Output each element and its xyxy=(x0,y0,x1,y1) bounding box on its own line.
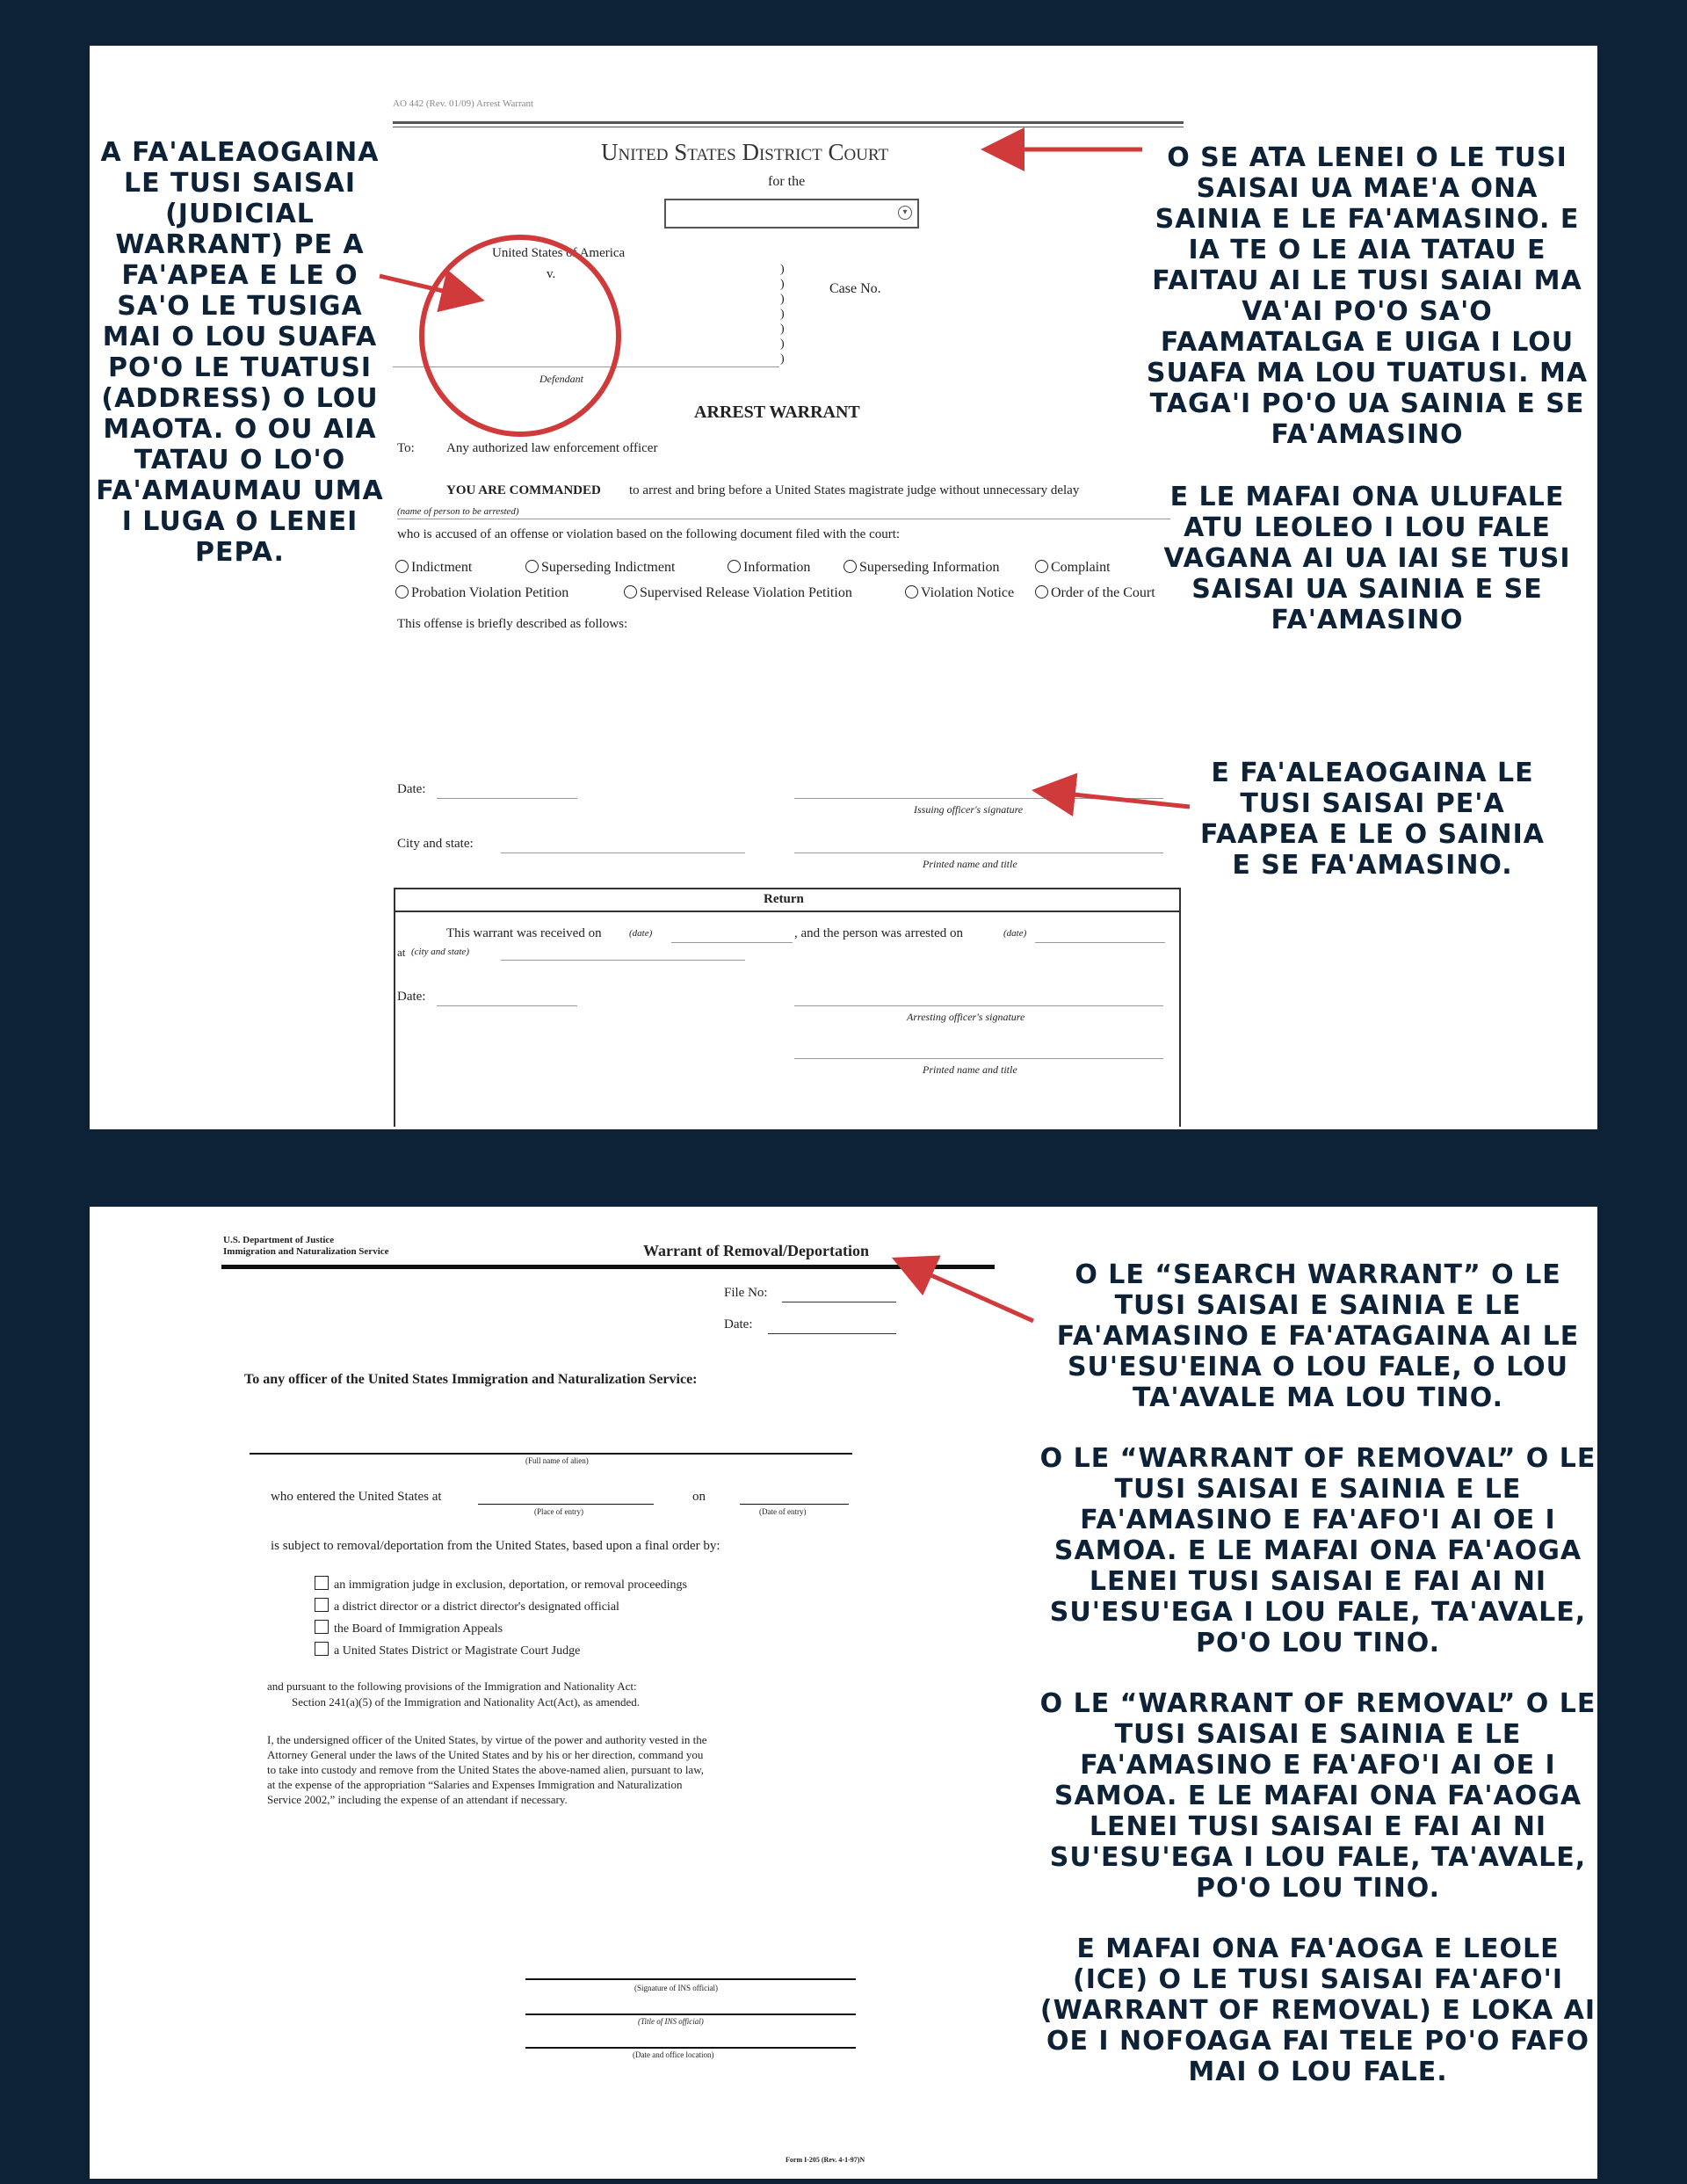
date-hint-2: (date) xyxy=(1003,928,1027,939)
warrant-title: ARREST WARRANT xyxy=(694,403,860,422)
option-superseding-information[interactable]: Superseding Information xyxy=(844,560,1000,576)
option-immigration-judge[interactable]: an immigration judge in exclusion, deportation, or removal proceedings xyxy=(315,1576,687,1593)
annotation-removal-1: O LE “WARRANT OF REMOVAL” O LE TUSI SAISAI E SAINIA E LE FA'AMASINO E FA'AFO'I AI OE I SAMOA. E LE MAFAI ONA FA'AOGA LENEI TUSI SAISAI E FAI AI NI SU'ESU'EGA I LOU FALE, TA'AVALE, PO'O LOU TINO. xyxy=(1039,1443,1596,1658)
for-the-label: for the xyxy=(768,174,806,189)
arresting-sig-label: Arresting officer's signature xyxy=(907,1011,1025,1023)
paragraph-line: Service 2002,” including the expense of an attendant if necessary. xyxy=(267,1793,568,1806)
signature-arrow-icon xyxy=(1040,791,1190,807)
full-name-hint: (Full name of alien) xyxy=(525,1456,589,1465)
defendant-label: Defendant xyxy=(539,373,583,385)
commanded-bold: YOU ARE COMMANDED xyxy=(446,483,601,497)
on-label: on xyxy=(692,1490,706,1504)
date-label: Date: xyxy=(397,782,426,796)
accused-line: who is accused of an offense or violation based on the following document filed with the court: xyxy=(397,527,901,541)
to-label: To: xyxy=(397,441,415,455)
date-label-2: Date: xyxy=(724,1317,753,1331)
return-received: This warrant was received on xyxy=(446,926,602,940)
entry-date-hint: (Date of entry) xyxy=(759,1507,807,1516)
option-complaint[interactable]: Complaint xyxy=(1035,560,1111,576)
pursuant-1: and pursuant to the following provisions of the Immigration and Nationality Act: xyxy=(267,1680,637,1693)
entered-line: who entered the United States at xyxy=(271,1490,442,1504)
option-district-director[interactable]: a district director or a district director's designated official xyxy=(315,1598,619,1614)
option-board-appeals[interactable]: the Board of Immigration Appeals xyxy=(315,1620,503,1636)
option-court-judge[interactable]: a United States District or Magistrate Court Judge xyxy=(315,1642,580,1658)
left-annotation: A FA'ALEAOGAINA LE TUSI SAISAI (JUDICIAL WARRANT) PE A FA'APEA E LE O SA'O LE TUSIGA MAI O LOU SUAFA PO'O LE TUATUSI (ADDRESS) O LOU MAOTA. O OU AIA TATAU O LO'O FA'AMAUMAU UMA I LUGA O LENEI PEPA. xyxy=(96,137,384,568)
option-superseding-indictment[interactable]: Superseding Indictment xyxy=(525,560,675,576)
option-violation-notice[interactable]: Violation Notice xyxy=(905,585,1014,601)
date-hint: (date) xyxy=(629,928,653,939)
top-panel xyxy=(90,46,1597,1129)
offense-line: This offense is briefly described as follows: xyxy=(397,617,628,631)
option-probation-violation[interactable]: Probation Violation Petition xyxy=(395,585,568,601)
party-name: United States of America xyxy=(492,246,626,260)
issuing-sig-label: Issuing officer's signature xyxy=(914,803,1024,816)
agency-line-1: U.S. Department of Justice xyxy=(223,1235,335,1245)
city-state-label: City and state: xyxy=(397,837,474,851)
annotation-overlay xyxy=(90,46,1597,1129)
annotation-removal-2: O LE “WARRANT OF REMOVAL” O LE TUSI SAISAI E SAINIA E LE FA'AMASINO E FA'AFO'I AI OE I SAMOA. E LE MAFAI ONA FA'AOGA LENEI TUSI SAISAI E FAI AI NI SU'ESU'EGA I LOU FALE, TA'AVALE, PO'O LOU TINO. xyxy=(1039,1688,1596,1904)
title-official-hint: (Title of INS official) xyxy=(638,2017,704,2026)
paragraph-line: to take into custody and remove from the United States the above-named alien, pursuant to law, xyxy=(267,1763,704,1776)
bottom-panel xyxy=(90,1207,1597,2179)
at-label: at xyxy=(397,946,406,959)
form-number: Form I-205 (Rev. 4-1-97)N xyxy=(786,2156,865,2164)
case-no-label: Case No. xyxy=(829,281,881,296)
file-no-label: File No: xyxy=(724,1286,768,1300)
versus-label: v. xyxy=(547,267,556,281)
agency-line-2: Immigration and Naturalization Service xyxy=(223,1246,389,1257)
commanded-rest: to arrest and bring before a United States magistrate judge without unnecessary delay xyxy=(629,483,1080,497)
printed-name-label-2: Printed name and title xyxy=(923,1063,1017,1076)
subject-line: is subject to removal/deportation from the United States, based upon a final order by: xyxy=(271,1539,720,1553)
to-officer: To any officer of the United States Immigration and Naturalization Service: xyxy=(244,1372,698,1387)
paragraph-line: Attorney General under the laws of the United States and by his or her direction, command you xyxy=(267,1748,704,1761)
city-hint: (city and state) xyxy=(411,947,469,957)
date-office-hint: (Date and office location) xyxy=(633,2050,714,2059)
printed-name-label: Printed name and title xyxy=(923,858,1017,870)
caption-brackets: ) ) ) ) ) ) ) xyxy=(780,263,785,366)
option-supervised-release[interactable]: Supervised Release Violation Petition xyxy=(624,585,852,601)
defendant-highlight-circle xyxy=(422,237,619,434)
sig-official-hint: (Signature of INS official) xyxy=(634,1984,719,1992)
removal-title-arrow-icon xyxy=(900,1261,1033,1321)
form-header-line: AO 442 (Rev. 01/09) Arrest Warrant xyxy=(393,98,534,109)
annotation-search-warrant: O LE “SEARCH WARRANT” O LE TUSI SAISAI E SAINIA E LE FA'AMASINO E FA'ATAGAINA AI LE SU'ESU'EINA O LOU FALE, O LOU TA'AVALE MA LOU TINO. xyxy=(1056,1259,1580,1413)
option-order-of-court[interactable]: Order of the Court xyxy=(1035,585,1155,601)
right-annotation-3: E FA'ALEAOGAINA LE TUSI SAISAI PE'A FAAPEA E LE O SAINIA E SE FA'AMASINO. xyxy=(1199,758,1546,881)
court-title: United States District Court xyxy=(601,139,889,165)
paragraph-line: I, the undersigned officer of the United States, by virtue of the power and authority vested in the xyxy=(267,1733,707,1746)
right-annotation-2: E LE MAFAI ONA ULUFALE ATU LEOLEO I LOU FALE VAGANA AI UA IAI SE TUSI SAISAI UA SAINIA E SE FA'AMASINO xyxy=(1163,482,1571,635)
option-information[interactable]: Information xyxy=(728,560,810,576)
place-hint: (Place of entry) xyxy=(534,1507,583,1516)
to-value: Any authorized law enforcement officer xyxy=(446,441,658,455)
option-indictment[interactable]: Indictment xyxy=(395,560,472,576)
return-arrested: , and the person was arrested on xyxy=(794,926,964,940)
name-hint: (name of person to be arrested) xyxy=(397,506,519,517)
removal-title: Warrant of Removal/Deportation xyxy=(643,1242,869,1259)
pursuant-2: Section 241(a)(5) of the Immigration and Nationality Act(Act), as amended. xyxy=(292,1695,641,1709)
bottom-annotation-overlay xyxy=(90,1207,1597,2179)
paragraph-line: at the expense of the appropriation “Salaries and Expenses Immigration and Naturalization xyxy=(267,1778,683,1791)
return-date-label: Date: xyxy=(397,990,426,1004)
right-annotation-1: O SE ATA LENEI O LE TUSI SAISAI UA MAE'A ONA SAINIA E LE FA'AMASINO. E IA TE O LE AIA TATAU E FAITAU AI LE TUSI SAIAI MA VA'AI PO'O SA'O FAAMATALGA E UIGA I LOU SUAFA MA LOU TUATUSI. MA TAGA'I PO'O UA SAINIA E SE FA'AMASINO xyxy=(1146,142,1589,450)
annotation-ice: E MAFAI ONA FA'AOGA E LEOLE (ICE) O LE TUSI SAISAI FA'AFO'I (WARRANT OF REMOVAL) E LOKA AI OE I NOFOAGA FAI TELE PO'O FAFO MAI O LOU FALE. xyxy=(1039,1934,1596,2087)
return-title: Return xyxy=(764,892,804,906)
chevron-down-icon: ▾ xyxy=(898,206,912,220)
